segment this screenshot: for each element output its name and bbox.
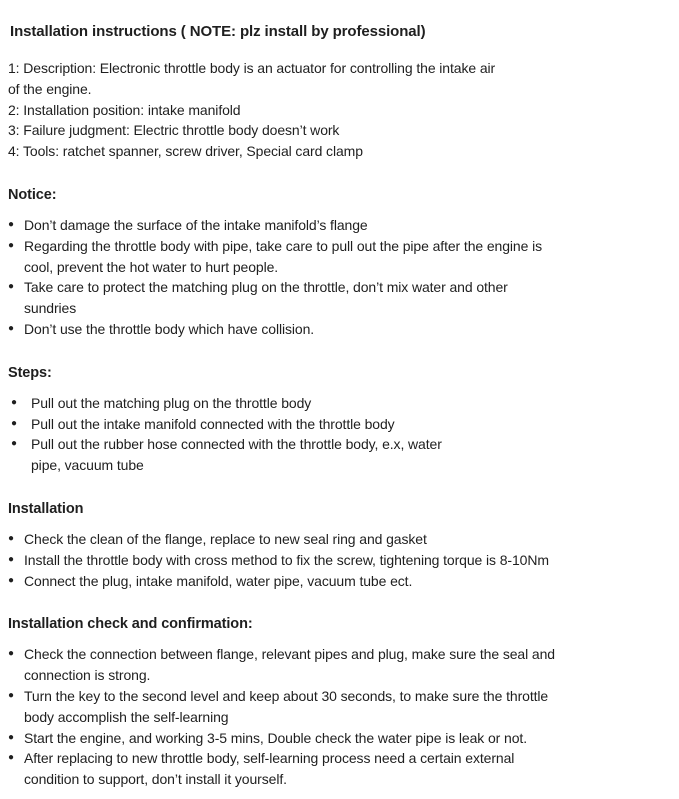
bullet-item <box>8 644 671 686</box>
bullet-line: Turn the key to the second level and keep about 30 seconds, to make sure the throttle <box>24 687 549 704</box>
bullet-line: Don’t damage the surface of the intake manifold’s flange <box>24 216 368 233</box>
bullet-icon: ● <box>8 689 14 701</box>
bullet-icon: ● <box>8 532 14 544</box>
intro-line: 1: Description: Electronic throttle body is an actuator for controlling the intake air <box>8 60 496 76</box>
bullet-line: Take care to protect the matching plug on the throttle, don’t mix water and other <box>24 279 508 296</box>
bullet-icon: ● <box>8 553 14 565</box>
bullet-item <box>8 319 671 340</box>
section-installation <box>8 499 671 591</box>
bullet-line: cool, prevent the hot water to hurt people. <box>24 258 279 275</box>
bullet-icon: ● <box>8 281 14 293</box>
bullet-icon: ● <box>8 752 14 764</box>
section-heading: Installation <box>8 500 84 517</box>
section-notice <box>8 185 671 340</box>
bullet-item <box>8 728 671 749</box>
bullet-icon: ● <box>8 574 14 586</box>
section-heading: Notice: <box>8 186 57 203</box>
bullet-line: Pull out the matching plug on the throttle body <box>31 394 312 411</box>
bullet-line: body accomplish the self-learning <box>24 708 229 725</box>
bullet-line: sundries <box>24 300 77 317</box>
bullet-item <box>8 236 671 278</box>
bullet-item <box>8 686 671 728</box>
bullet-line: Connect the plug, intake manifold, water pipe, vacuum tube ect. <box>24 572 413 589</box>
bullet-line: Check the clean of the flange, replace to new seal ring and gasket <box>24 530 427 547</box>
intro-paragraphs <box>8 58 671 162</box>
page-title: Installation instructions ( NOTE: plz install by professional) <box>10 23 426 40</box>
bullet-item <box>8 571 671 592</box>
bullet-item <box>8 529 671 550</box>
bullet-icon: ● <box>8 322 14 334</box>
bullet-line: connection is strong. <box>24 667 151 684</box>
bullet-icon: ● <box>8 218 14 230</box>
bullet-item <box>8 550 671 571</box>
bullet-icon: ● <box>11 438 17 450</box>
bullet-item <box>8 393 671 414</box>
intro-line: 3: Failure judgment: Electric throttle body doesn’t work <box>8 122 340 139</box>
bullet-line: Don’t use the throttle body which have collision. <box>24 320 315 337</box>
bullet-icon: ● <box>8 239 14 251</box>
bullet-line: Pull out the intake manifold connected with the throttle body <box>31 415 395 432</box>
bullet-icon: ● <box>11 417 17 429</box>
section-steps <box>8 363 671 476</box>
bullet-icon: ● <box>8 648 14 660</box>
bullet-line: After replacing to new throttle body, self-learning process need a certain external <box>24 750 515 767</box>
bullet-item <box>8 748 671 790</box>
bullet-item <box>8 414 671 435</box>
bullet-icon: ● <box>11 396 17 408</box>
section-heading: Installation check and confirmation: <box>8 616 253 633</box>
bullet-line: Check the connection between flange, relevant pipes and plug, make sure the seal and <box>24 646 555 663</box>
bullet-line: Regarding the throttle body with pipe, take care to pull out the pipe after the engine is <box>24 237 542 254</box>
bullet-line: Install the throttle body with cross method to fix the screw, tightening torque is 8-10Nm <box>24 551 549 568</box>
bullet-line: condition to support, don’t install it yourself. <box>24 771 287 788</box>
bullet-line: Pull out the rubber hose connected with the throttle body, e.x, water <box>31 436 442 453</box>
bullet-icon: ● <box>8 731 14 743</box>
bullet-item <box>8 434 671 476</box>
bullet-item <box>8 277 671 319</box>
intro-line: 2: Installation position: intake manifold <box>8 101 241 118</box>
bullet-item <box>8 215 671 236</box>
section-installation-check <box>8 614 671 790</box>
section-heading: Steps: <box>8 364 52 381</box>
bullet-line: pipe, vacuum tube <box>31 457 144 474</box>
intro-line: of the engine. <box>8 80 92 97</box>
intro-line: 4: Tools: ratchet spanner, screw driver, Special card clamp <box>8 143 363 160</box>
bullet-line: Start the engine, and working 3-5 mins, Double check the water pipe is leak or not. <box>24 729 527 746</box>
